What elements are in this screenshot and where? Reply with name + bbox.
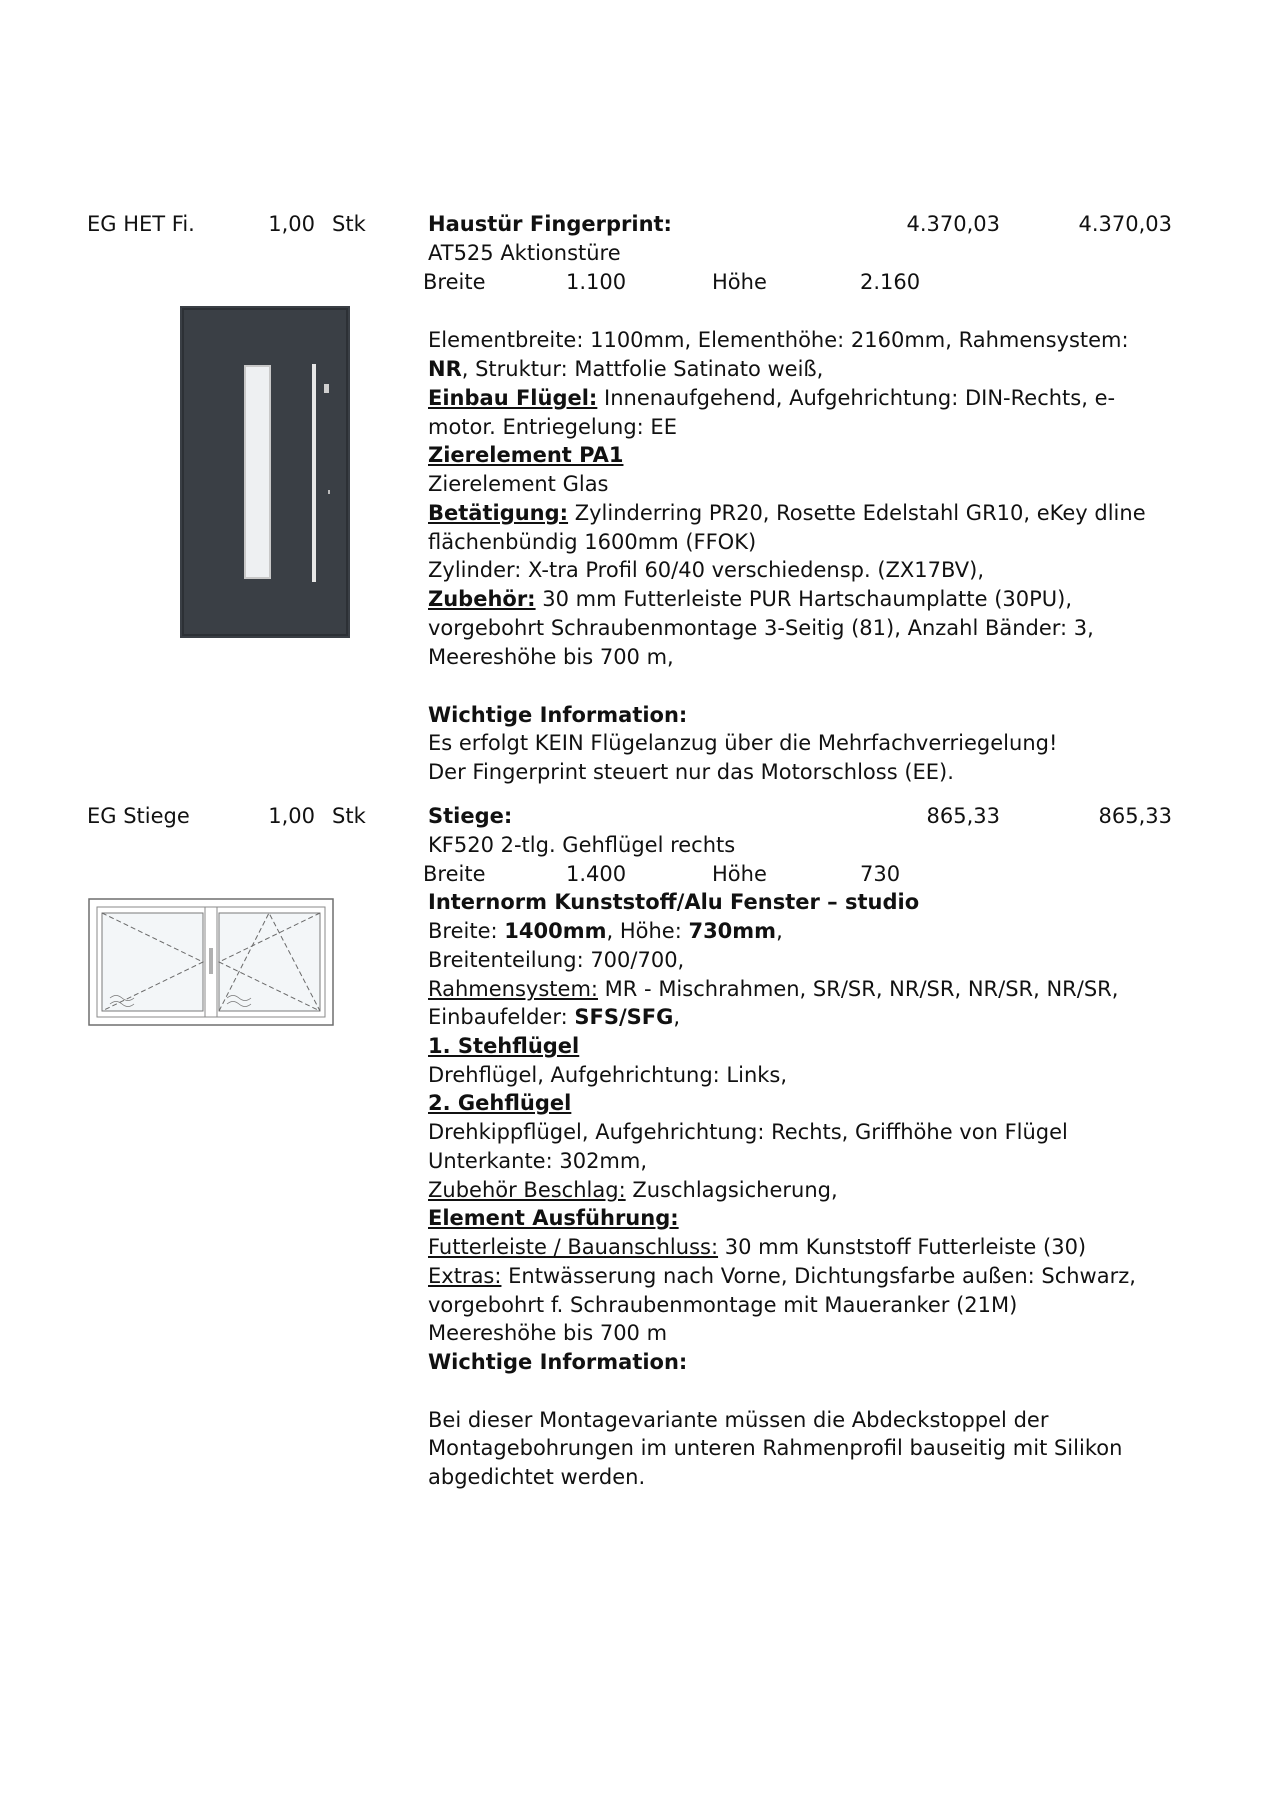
info-heading: Wichtige Information: — [428, 1350, 688, 1374]
unit: Stk — [332, 212, 366, 236]
door-handle-bar — [312, 364, 316, 582]
section-heading: 2. Gehflügel — [428, 1091, 572, 1115]
desc-line: Meereshöhe bis 700 m — [428, 1321, 668, 1345]
quantity: 1,00 — [268, 212, 315, 236]
section-heading: 1. Stehflügel — [428, 1034, 580, 1058]
desc-line: Zylinder: X-tra Profil 60/40 verschiedensp. (ZX17BV), — [428, 558, 985, 582]
desc-line: motor. Entriegelung: EE — [428, 415, 677, 439]
desc-line: vorgebohrt Schraubenmontage 3-Seitig (81), Anzahl Bänder: 3, — [428, 616, 1094, 640]
desc-line: Futterleiste / Bauanschluss: 30 mm Kunststoff Futterleiste (30) — [428, 1235, 1087, 1259]
model-name: KF520 2-tlg. Gehflügel rechts — [428, 833, 736, 857]
total-price: 4.370,03 — [1078, 212, 1172, 236]
info-line: abgedichtet werden. — [428, 1465, 646, 1489]
desc-line: Drehflügel, Aufgehrichtung: Links, — [428, 1063, 788, 1087]
height-label: Höhe — [712, 270, 767, 294]
desc-line: Einbaufelder: SFS/SFG, — [428, 1005, 681, 1029]
width-label: Breite — [423, 862, 486, 886]
height-label: Höhe — [712, 862, 767, 886]
desc-line: Betätigung: Zylinderring PR20, Rosette Edelstahl GR10, eKey dline — [428, 501, 1146, 525]
position-label: EG HET Fi. — [87, 212, 195, 236]
position-label: EG Stiege — [87, 804, 190, 828]
desc-line: NR, Struktur: Mattfolie Satinato weiß, — [428, 357, 824, 381]
desc-line: Extras: Entwässerung nach Vorne, Dichtungsfarbe außen: Schwarz, — [428, 1264, 1136, 1288]
desc-line: Meereshöhe bis 700 m, — [428, 645, 674, 669]
section-heading: Zierelement PA1 — [428, 443, 624, 467]
height-value: 2.160 — [860, 270, 921, 294]
window-handle — [209, 948, 213, 974]
right-sash — [219, 913, 320, 1011]
info-line: Montagebohrungen im unteren Rahmenprofil bauseitig mit Silikon — [428, 1436, 1123, 1460]
desc-line: flächenbündig 1600mm (FFOK) — [428, 530, 757, 554]
quantity: 1,00 — [268, 804, 315, 828]
item-title: Stiege: — [428, 804, 513, 828]
width-value: 1.100 — [566, 270, 627, 294]
model-name: AT525 Aktionstüre — [428, 241, 621, 265]
desc-line: Rahmensystem: MR - Mischrahmen, SR/SR, NR/SR, NR/SR, NR/SR, — [428, 977, 1119, 1001]
desc-line: Zubehör: 30 mm Futterleiste PUR Hartschaumplatte (30PU), — [428, 587, 1073, 611]
product-line: Internorm Kunststoff/Alu Fenster – studio — [428, 890, 920, 914]
unit-price: 4.370,03 — [906, 212, 1000, 236]
height-value: 730 — [860, 862, 901, 886]
info-line: Der Fingerprint steuert nur das Motorschloss (EE). — [428, 760, 954, 784]
total-price: 865,33 — [1098, 804, 1172, 828]
desc-line: Breite: 1400mm, Höhe: 730mm, — [428, 919, 783, 943]
info-line: Bei dieser Montagevariante müssen die Abdeckstoppel der — [428, 1408, 1049, 1432]
fingerprint-reader — [324, 384, 329, 393]
section-heading: Element Ausführung: — [428, 1206, 679, 1230]
unit-price: 865,33 — [926, 804, 1000, 828]
info-heading: Wichtige Information: — [428, 703, 688, 727]
unit: Stk — [332, 804, 366, 828]
desc-line: Zierelement Glas — [428, 472, 609, 496]
left-sash — [102, 913, 203, 1011]
desc-line: Drehkippflügel, Aufgehrichtung: Rechts, Griffhöhe von Flügel — [428, 1120, 1068, 1144]
width-label: Breite — [423, 270, 486, 294]
desc-line: Einbau Flügel: Innenaufgehend, Aufgehrichtung: DIN-Rechts, e- — [428, 386, 1116, 410]
info-line: Es erfolgt KEIN Flügelanzug über die Mehrfachverriegelung! — [428, 731, 1058, 755]
item-title: Haustür Fingerprint: — [428, 212, 672, 236]
lock-cylinder — [328, 490, 330, 494]
width-value: 1.400 — [566, 862, 627, 886]
desc-line: Elementbreite: 1100mm, Elementhöhe: 2160mm, Rahmensystem: — [428, 328, 1129, 352]
desc-line: Zubehör Beschlag: Zuschlagsicherung, — [428, 1178, 838, 1202]
door-image — [180, 306, 350, 638]
window-drawing — [88, 898, 334, 1026]
glass-insert — [245, 366, 270, 578]
desc-line: Unterkante: 302mm, — [428, 1149, 648, 1173]
desc-line: Breitenteilung: 700/700, — [428, 948, 685, 972]
desc-line: vorgebohrt f. Schraubenmontage mit Maueranker (21M) — [428, 1293, 1018, 1317]
